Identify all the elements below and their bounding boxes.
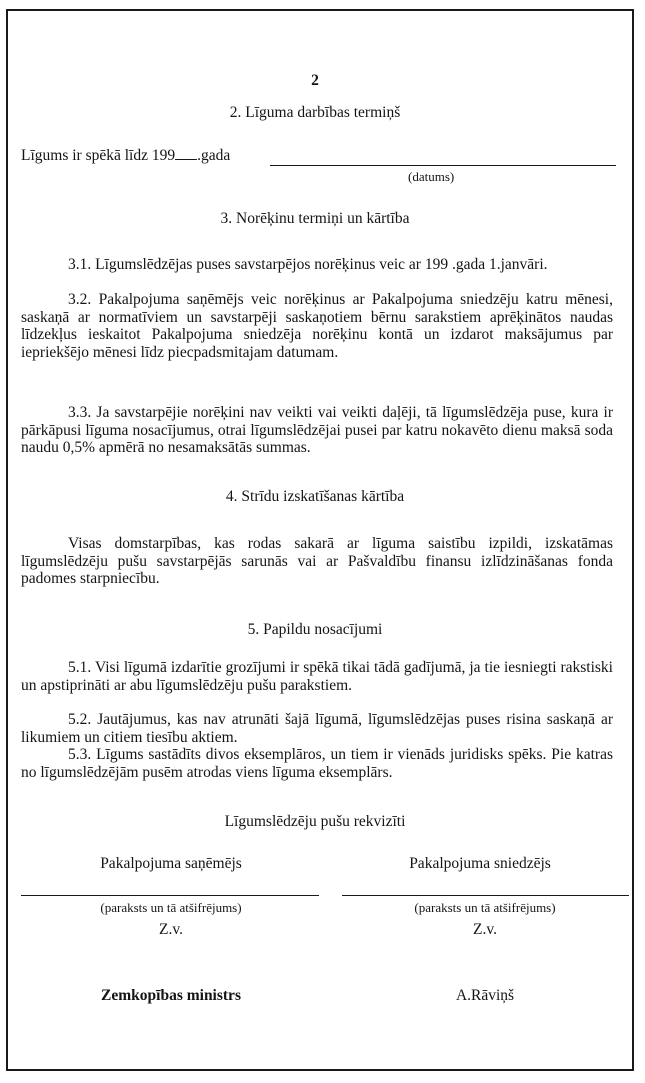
right-party-label: Pakalpojuma sniedzējs [409,855,551,872]
section-3-heading: 3. Norēķinu termiņi un kārtība [220,210,410,227]
clause-5-3: 5.3. Līgums sastādīts divos eksemplāros, un tiem ir vienāds juridisks spēks. Pie katras no līgumslēdzējām pusēm atrodas viens līguma eksemplārs. [21,746,613,781]
clause-4: Visas domstarpības, kas rodas sakarā ar līguma saistību izpildi, izskatāmas līgumslēdzēju pušu savstarpējās sarunās vai ar Pašvaldību finansu izlīdzināšanas fonda padomes starpniecību. [21,535,613,587]
clause-3-2: 3.2. Pakalpojuma saņēmējs veic norēķinus ar Pakalpojuma sniedzēju katru mēnesi, saskaņā ar normatīviem un savstarpēji saskaņotiem bērnu sarakstiem aprēķinātos naudas līdzekļus ieskaitot Pakalpojuma sniedzēja norēķinu kontā un izdarot maksājumus par iepriekšējo mēnesi līdz piecpadsmitajam datumam. [21,291,613,361]
left-signature-caption: (paraksts un tā atšifrējums) [100,900,242,915]
left-stamp-label: Z.v. [159,921,183,938]
clause-3-1: 3.1. Līgumslēdzējas puses savstarpējos norēķinus veic ar 199 .gada 1.janvāri. [68,256,548,273]
date-line [270,165,616,166]
clause-3-3: 3.3. Ja savstarpējie norēķini nav veikti vai veikti daļēji, tā līgumslēdzēja puse, kura ir pārkāpusi līguma nosacījumus, otrai līgumslēdzējai pusei par katru nokavēto dienu maksā soda naudu 0,5% apmērā no nesamaksātās summas. [21,404,613,456]
section-2-heading: 2. Līguma darbības termiņš [229,104,401,121]
validity-suffix: .gada [197,147,231,164]
date-caption: (datums) [408,169,455,184]
left-party-label: Pakalpojuma saņēmējs [100,855,242,872]
right-signature-line [342,895,629,896]
left-signatory: Zemkopības ministrs [101,987,241,1004]
right-stamp-label: Z.v. [473,921,497,938]
validity-line [21,147,230,165]
requisites-heading: Līgumslēdzēju pušu rekvizīti [224,813,406,830]
clause-5-1: 5.1. Visi līgumā izdarītie grozījumi ir spēkā tikai tādā gadījumā, ja tie iesniegti rakstiski un apstiprināti ar abu līgumslēdzēju pušu parakstiem. [21,659,613,694]
section-4-heading: 4. Strīdu izskatīšanas kārtība [225,488,405,505]
right-signature-caption: (paraksts un tā atšifrējums) [414,900,556,915]
right-signatory: A.Rāviņš [455,987,515,1004]
clause-5-2: 5.2. Jautājumus, kas nav atrunāti šajā līgumā, līgumslēdzējas puses risina saskaņā ar likumiem un citiem tiesību aktiem. [21,711,613,746]
validity-prefix: Līgums ir spēkā līdz 199 [21,147,176,164]
left-signature-line [21,895,319,896]
page-number: 2 [311,72,319,89]
year-blank [175,159,197,160]
section-5-heading: 5. Papildu nosacījumi [247,621,383,638]
